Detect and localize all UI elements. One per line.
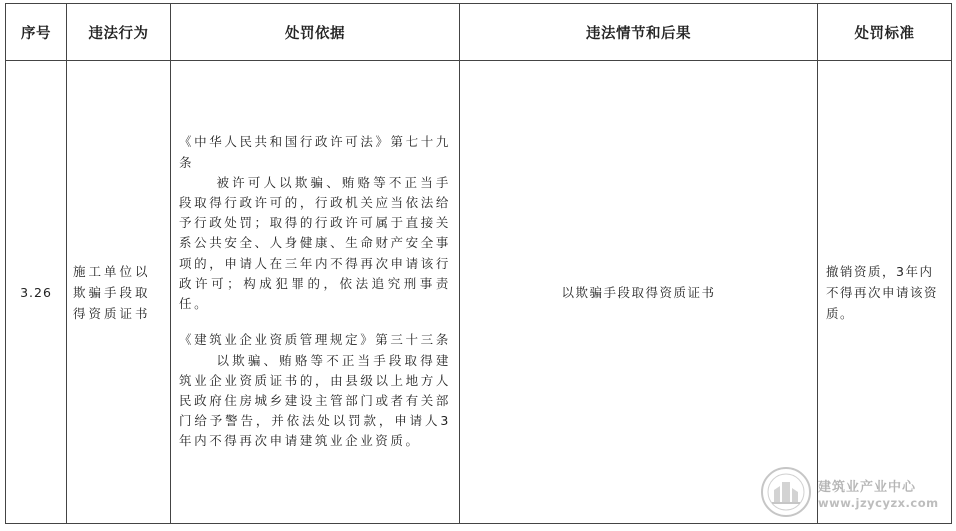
watermark-url: www.jzycyzx.com [818,496,939,510]
header-circumstances: 违法情节和后果 [460,4,818,61]
basis-law-text: 被许可人以欺骗、贿赂等不正当手段取得行政许可的，行政机关应当依法给予行政处罚；取得的行政许可属于直接关系公共安全、人身健康、生命财产安全事项的，申请人在三年内不得再次申请该行政许可；构成犯罪的，依法追究刑事责任。 [179,174,451,312]
cell-no: 3.26 [6,61,67,524]
basis-law-title: 《中华人民共和国行政许可法》第七十九条 [179,134,451,170]
cell-circumstances: 以欺骗手段取得资质证书 [460,61,818,524]
cell-violation-act: 施工单位以欺骗手段取得资质证书 [67,61,171,524]
header-violation-act: 违法行为 [67,4,171,61]
header-penalty-standard: 处罚标准 [818,4,952,61]
table-header-row [6,4,952,61]
header-penalty-basis: 处罚依据 [171,4,460,61]
basis-law-text: 以欺骗、贿赂等不正当手段取得建筑业企业资质证书的，由县级以上地方人民政府住房城乡建设主管部门或者有关部门给予警告，并依法处以罚款，申请人3年内不得再次申请建筑业企业资质。 [179,352,451,449]
cell-penalty-basis [171,61,460,524]
penalty-table [5,3,952,524]
cell-penalty-standard: 撤销资质，3年内不得再次申请该资质。 [818,61,952,524]
basis-law-title: 《建筑业企业资质管理规定》第三十三条 [179,332,451,348]
header-no: 序号 [6,4,67,61]
watermark-name: 建筑业产业中心 [818,480,917,495]
table-row [6,61,952,524]
watermark [760,466,950,522]
seal-logo-icon [760,466,812,518]
